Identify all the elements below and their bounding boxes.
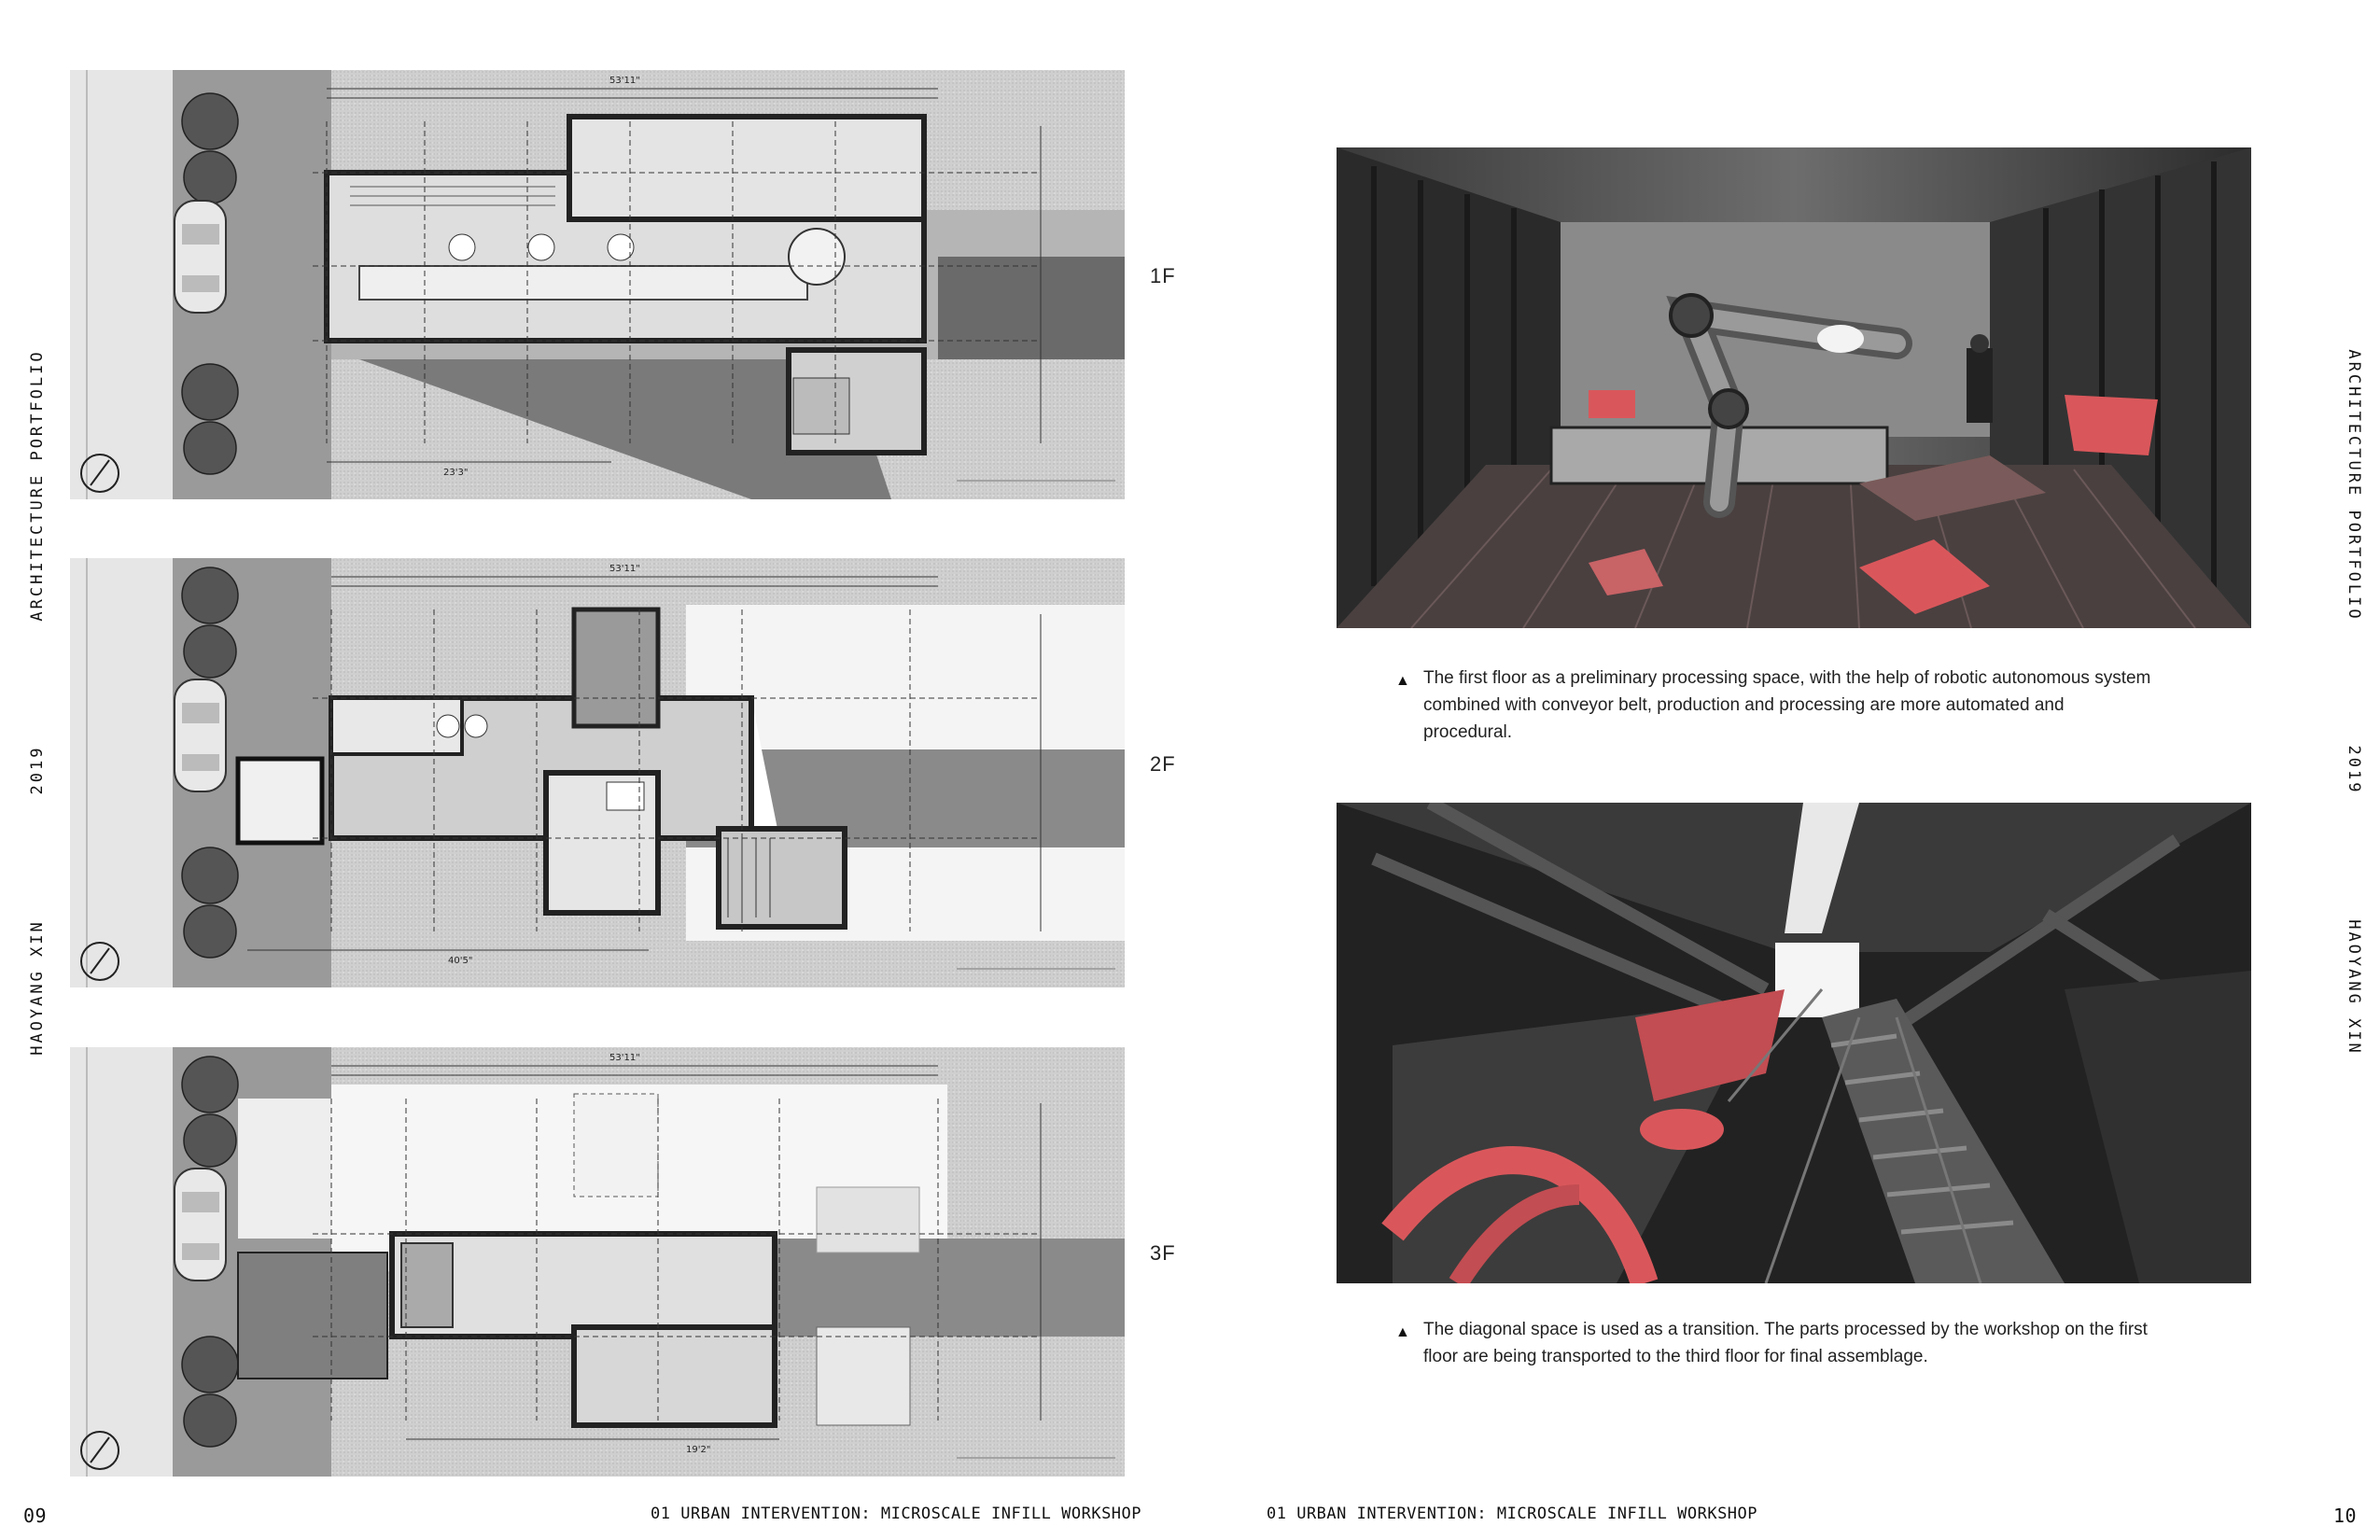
page-number-left: 09 [23,1505,48,1527]
author-label-right: HAOYANG XIN [2345,919,2363,1056]
floor-plan-2f-drawing [70,558,1125,987]
car-icon [175,201,226,313]
author-label-left: HAOYANG XIN [28,919,47,1056]
sub-dimension-2f: 40'5" [448,956,473,966]
page-number-right: 10 [2333,1505,2358,1527]
floor-plan-1f-drawing [70,70,1125,499]
car-icon [175,679,226,791]
render-1-caption [1395,665,2151,746]
render-1-caption-text: The first floor as a preliminary processing space, with the help of robotic autonomous system combined with conveyor belt, production and processing are more automated and procedural. [1423,668,2151,742]
portfolio-label-right: ARCHITECTURE PORTFOLIO [2345,349,2363,622]
portfolio-label-left: ARCHITECTURE PORTFOLIO [28,349,47,622]
sub-dimension-3f: 19'2" [686,1445,711,1455]
floor-plan-3f [70,1047,1125,1477]
triangle-bullet-icon: ▲ [1395,1324,1410,1340]
floor-label-2f: 2F [1150,752,1176,776]
overall-dimension-3f: 53'11" [609,1053,640,1063]
year-label-left: 2019 [28,745,47,795]
floor-plan-3f-drawing [70,1047,1125,1477]
render-2-caption [1395,1316,2151,1370]
floor-label-1f: 1F [1150,264,1176,287]
render-2-illustration [1337,803,2251,1283]
triangle-bullet-icon: ▲ [1395,673,1410,689]
render-1-illustration [1337,147,2251,628]
floor-plan-2f [70,558,1125,987]
render-2-caption-text: The diagonal space is used as a transition. The parts processed by the workshop on the first floor are being transported to the third floor for final assemblage. [1423,1320,2148,1366]
diagonal-transition-render [1337,803,2251,1283]
overall-dimension-1f: 53'11" [609,76,640,86]
sub-dimension-1f: 23'3" [443,468,469,478]
year-label-right: 2019 [2345,745,2363,795]
floor-label-3f: 3F [1150,1241,1176,1265]
car-icon [175,1169,226,1281]
footer-title-left: 01 URBAN INTERVENTION: MICROSCALE INFILL WORKSHOP [651,1505,1142,1523]
footer-title-right: 01 URBAN INTERVENTION: MICROSCALE INFILL WORKSHOP [1267,1505,1758,1523]
first-floor-processing-render [1337,147,2251,628]
floor-plan-1f [70,70,1125,499]
overall-dimension-2f: 53'11" [609,564,640,574]
